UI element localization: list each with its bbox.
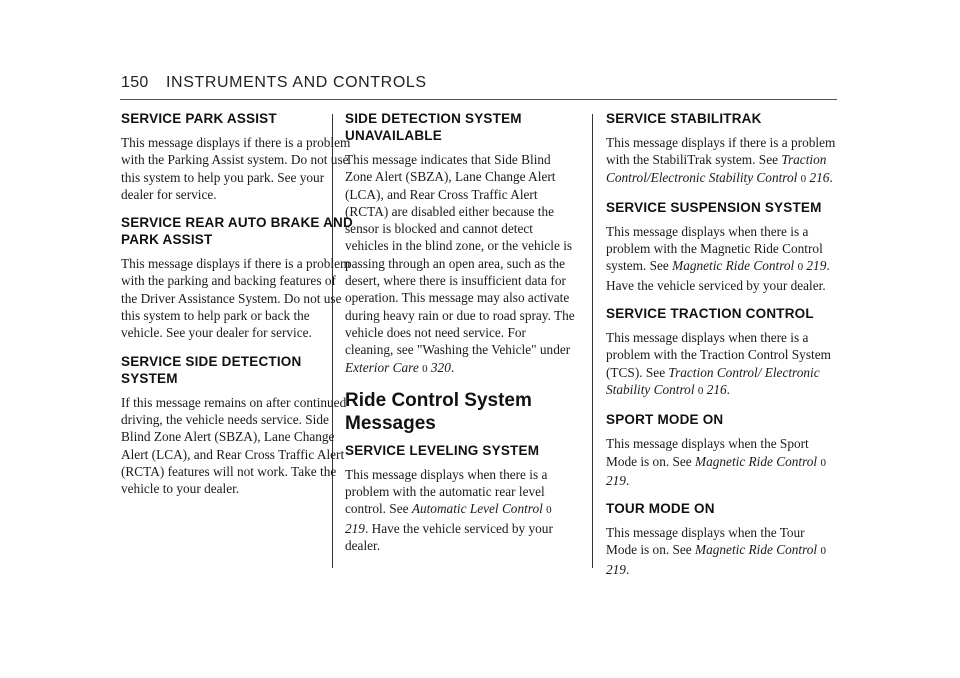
page-ref-icon: 0 bbox=[820, 456, 826, 469]
heading-service-park-assist: SERVICE PARK ASSIST bbox=[121, 111, 277, 126]
heading-service-side-detection: SERVICE SIDE DETECTION SYSTEM bbox=[121, 353, 302, 386]
paragraph: This message displays if there is a problem with the Parking Assist system. Do not use this system to help you park. See your dealer for service. bbox=[121, 135, 351, 202]
page-ref-icon: 0 bbox=[422, 362, 428, 375]
cross-reference-link[interactable]: Magnetic Ride Control bbox=[695, 542, 818, 558]
page-ref-icon: 0 bbox=[546, 504, 552, 517]
column-divider bbox=[592, 114, 593, 568]
paragraph-text: . bbox=[726, 381, 730, 397]
paragraph-text: . Have the vehicle serviced by your dealer. bbox=[606, 258, 830, 293]
paragraph-text: This message indicates that Side Blind Zone Alert (SBZA), Lane Change Alert (LCA), and Rear Cross Traffic Alert (RCTA) are disabled either because the sensor is blocked and cannot detect vehicles in the blind zone, or the vehicle is passing through an open area, such as the desert, where there is insufficient data for operation. This message may also activate during heavy rain or due to road spray. The vehicle does not need service. For cleaning, see "Washing the Vehicle" under bbox=[345, 152, 575, 358]
paragraph bbox=[606, 524, 838, 578]
page-header bbox=[120, 74, 837, 100]
cross-reference-link[interactable]: Magnetic Ride Control bbox=[672, 258, 795, 274]
paragraph-text: . bbox=[625, 561, 630, 577]
column-1 bbox=[121, 110, 353, 508]
paragraph-text: This message displays when the Tour Mode is on. See bbox=[606, 525, 805, 558]
paragraph bbox=[606, 435, 838, 489]
paragraph-text: This message displays if there is a problem with the StabiliTrak system. See bbox=[606, 135, 836, 168]
heading-sport-mode-on: SPORT MODE ON bbox=[606, 412, 724, 428]
paragraph-text: . Have the vehicle serviced by your dealer. bbox=[345, 520, 553, 554]
page-ref-number[interactable]: 216 bbox=[706, 381, 727, 397]
paragraph: This message displays if there is a problem with the parking and backing features of the Driver Assistance System. Do not use this system to help park or back the vehicle. See your dealer for service. bbox=[121, 256, 351, 341]
cross-reference-link[interactable]: Traction Control/ Electronic Stability Control bbox=[606, 364, 820, 397]
page-ref-number[interactable]: 320 bbox=[430, 359, 451, 375]
cross-reference-link[interactable]: Magnetic Ride Control bbox=[695, 453, 818, 469]
heading-side-detection-unavailable: SIDE DETECTION SYSTEM UNAVAILABLE bbox=[345, 111, 522, 143]
page-ref-icon: 0 bbox=[797, 261, 804, 274]
page-ref-icon: 0 bbox=[800, 172, 807, 185]
page-ref-number[interactable]: 216 bbox=[809, 169, 830, 185]
heading-service-stabilitrak: SERVICE STABILITRAK bbox=[606, 111, 762, 126]
column-3 bbox=[606, 110, 838, 589]
paragraph-text: This message displays when there is a problem with the Traction Control System (TCS). See bbox=[606, 330, 831, 380]
heading-service-rear-auto-brake: SERVICE REAR AUTO BRAKE AND PARK ASSIST bbox=[121, 215, 353, 248]
page-ref-icon: 0 bbox=[697, 384, 704, 397]
page-number: 150 bbox=[121, 74, 149, 91]
heading-service-suspension-system: SERVICE SUSPENSION SYSTEM bbox=[606, 199, 822, 215]
page-ref-number[interactable]: 219 bbox=[606, 472, 626, 488]
heading-ride-control-messages: Ride Control System Messages bbox=[345, 389, 532, 434]
section-title: INSTRUMENTS AND CONTROLS bbox=[166, 74, 427, 91]
paragraph-text: This message displays when there is a problem with the automatic rear level control. See bbox=[345, 466, 548, 517]
page-ref-number[interactable]: 219 bbox=[606, 561, 626, 577]
page-ref-number[interactable]: 219 bbox=[806, 258, 827, 274]
paragraph-text: . bbox=[625, 472, 630, 488]
paragraph-text: . bbox=[829, 169, 833, 185]
paragraph bbox=[345, 151, 577, 378]
paragraph bbox=[606, 329, 838, 400]
heading-tour-mode-on: TOUR MODE ON bbox=[606, 501, 715, 517]
heading-service-leveling-system: SERVICE LEVELING SYSTEM bbox=[345, 442, 540, 458]
paragraph-text: This message displays when the Sport Mode is on. See bbox=[606, 436, 809, 469]
paragraph bbox=[345, 466, 577, 554]
cross-reference-link[interactable]: Exterior Care bbox=[345, 359, 419, 375]
paragraph bbox=[606, 134, 838, 188]
paragraph: If this message remains on after continued driving, the vehicle needs service. Side Blind Zone Alert (SBZA), Lane Change Alert (LCA), and Rear Cross Traffic Alert (RCTA) features will not work. Take the vehicle to your dealer. bbox=[121, 394, 347, 497]
page-ref-icon: 0 bbox=[820, 545, 826, 558]
paragraph bbox=[606, 223, 838, 294]
cross-reference-link[interactable]: Traction Control/Electronic Stability Control bbox=[606, 152, 827, 185]
page-ref-number[interactable]: 219 bbox=[345, 520, 365, 536]
paragraph-text: . bbox=[450, 359, 455, 375]
paragraph-text: This message displays when there is a problem with the Magnetic Ride Control system. See bbox=[606, 223, 823, 274]
heading-service-traction-control: SERVICE TRACTION CONTROL bbox=[606, 306, 814, 322]
column-2 bbox=[345, 110, 577, 565]
cross-reference-link[interactable]: Automatic Level Control bbox=[411, 501, 543, 517]
